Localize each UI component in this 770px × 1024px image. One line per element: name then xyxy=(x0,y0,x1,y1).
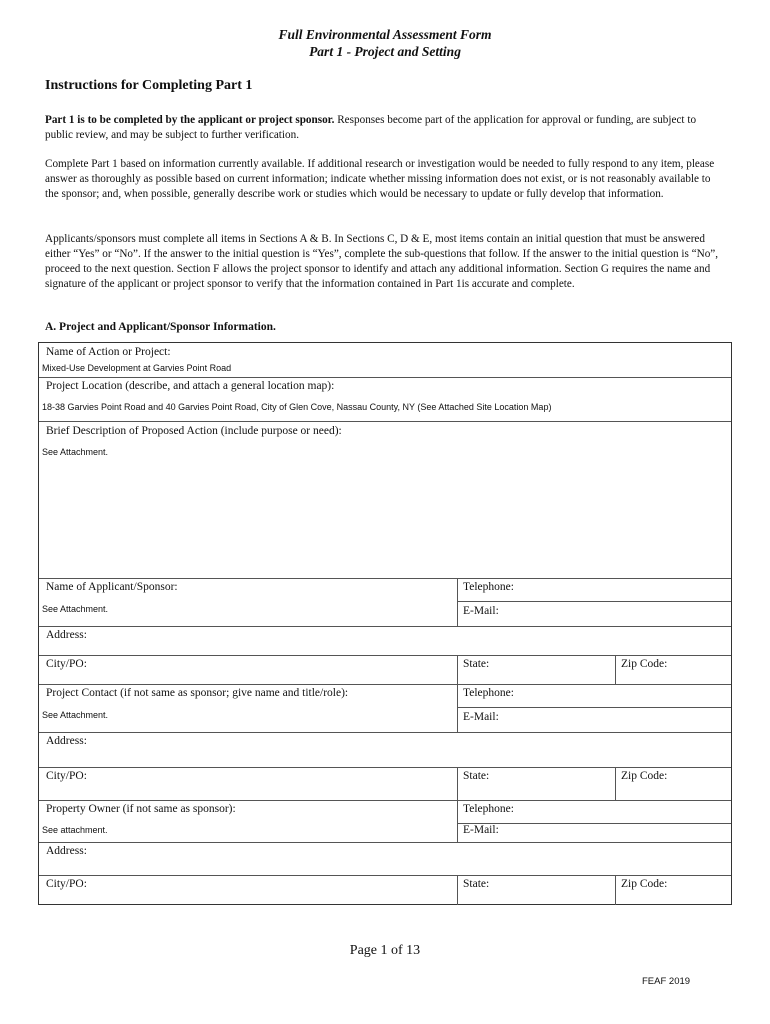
project-contact-label: Project Contact (if not same as sponsor; give name and title/role): xyxy=(46,687,349,699)
property-owner-label: Property Owner (if not same as sponsor): xyxy=(46,803,236,815)
name-of-action-field[interactable]: Mixed-Use Development at Garvies Point Road xyxy=(42,363,232,373)
instructions-paragraph-3: Applicants/sponsors must complete all items in Sections A & B. In Sections C, D & E, most items contain an initial question that must be answered either “Yes” or “No”. If the answer to the initial question is “Yes”, complete the sub-questions that follow. If the answer to the initial question is “No”, proceed to the next question. Section F allows the project sponsor to identify and attach any additional information. Section G requires the name and signature of the applicant or project sponsor to verify that the information contained in Part 1is accurate and complete. xyxy=(45,233,719,290)
column-divider xyxy=(615,655,616,684)
column-divider xyxy=(457,684,458,732)
row-divider xyxy=(39,800,731,801)
row-divider xyxy=(39,842,731,843)
row-divider xyxy=(39,875,731,876)
row-divider xyxy=(457,707,731,708)
project-location-label: Project Location (describe, and attach a general location map): xyxy=(46,380,335,392)
instructions-paragraph-1-bold: Part 1 is to be completed by the applicant or project sponsor. xyxy=(45,114,335,126)
description-field[interactable]: See Attachment. xyxy=(42,447,109,457)
name-of-action-label: Name of Action or Project: xyxy=(46,346,171,358)
contact-state-label: State: xyxy=(463,770,490,782)
row-divider xyxy=(39,578,731,579)
row-divider xyxy=(39,655,731,656)
instructions-paragraph-2: Complete Part 1 based on information currently available. If additional research or investigation would be needed to fully respond to any item, please answer as thoroughly as possible based on current information; indicate whether missing information does not exist, or is not reasonably available to the sponsor; and, when possible, generally describe work or studies which would be necessary to update or fully develop that information. xyxy=(45,158,715,200)
contact-telephone-label: Telephone: xyxy=(463,687,514,699)
description-label: Brief Description of Proposed Action (include purpose or need): xyxy=(46,425,342,437)
row-divider xyxy=(457,601,731,602)
owner-state-label: State: xyxy=(463,878,490,890)
column-divider xyxy=(457,800,458,842)
property-owner-field[interactable]: See attachment. xyxy=(42,825,108,835)
page-number: Page 1 of 13 xyxy=(349,943,421,958)
applicant-name-label: Name of Applicant/Sponsor: xyxy=(46,581,178,593)
section-a-heading: A. Project and Applicant/Sponsor Information. xyxy=(45,321,276,333)
owner-zip-label: Zip Code: xyxy=(621,878,668,890)
row-divider xyxy=(39,684,731,685)
applicant-address-label: Address: xyxy=(46,629,87,641)
owner-email-label: E-Mail: xyxy=(463,824,499,836)
instructions-paragraph-1-rest: Responses become part of the application for approval or funding, are subject to public review, and may be subject to further verification. xyxy=(45,114,697,141)
row-divider xyxy=(39,626,731,627)
owner-telephone-label: Telephone: xyxy=(463,803,514,815)
column-divider xyxy=(457,767,458,800)
project-information-form xyxy=(38,342,732,905)
contact-zip-label: Zip Code: xyxy=(621,770,668,782)
project-location-field[interactable]: 18-38 Garvies Point Road and 40 Garvies Point Road, City of Glen Cove, Nassau County, NY (See Attached Site Location Map) xyxy=(42,402,552,412)
column-divider xyxy=(457,875,458,905)
column-divider xyxy=(457,655,458,684)
column-divider xyxy=(615,875,616,905)
applicant-email-label: E-Mail: xyxy=(463,605,499,617)
applicant-city-label: City/PO: xyxy=(46,658,87,670)
row-divider xyxy=(39,732,731,733)
column-divider xyxy=(457,578,458,626)
row-divider xyxy=(39,767,731,768)
form-id: FEAF 2019 xyxy=(642,976,691,987)
contact-city-label: City/PO: xyxy=(46,770,87,782)
project-contact-field[interactable]: See Attachment. xyxy=(42,710,109,720)
owner-address-label: Address: xyxy=(46,845,87,857)
contact-email-label: E-Mail: xyxy=(463,711,499,723)
instructions-heading: Instructions for Completing Part 1 xyxy=(45,78,253,93)
form-title-line2: Part 1 - Project and Setting xyxy=(309,44,461,59)
row-divider xyxy=(39,377,731,378)
owner-city-label: City/PO: xyxy=(46,878,87,890)
column-divider xyxy=(615,767,616,800)
row-divider xyxy=(39,421,731,422)
applicant-zip-label: Zip Code: xyxy=(621,658,668,670)
applicant-telephone-label: Telephone: xyxy=(463,581,514,593)
contact-address-label: Address: xyxy=(46,735,87,747)
instructions-paragraph-1 xyxy=(45,113,725,143)
form-title-line1: Full Environmental Assessment Form xyxy=(278,27,492,42)
applicant-name-field[interactable]: See Attachment. xyxy=(42,604,109,614)
applicant-state-label: State: xyxy=(463,658,490,670)
